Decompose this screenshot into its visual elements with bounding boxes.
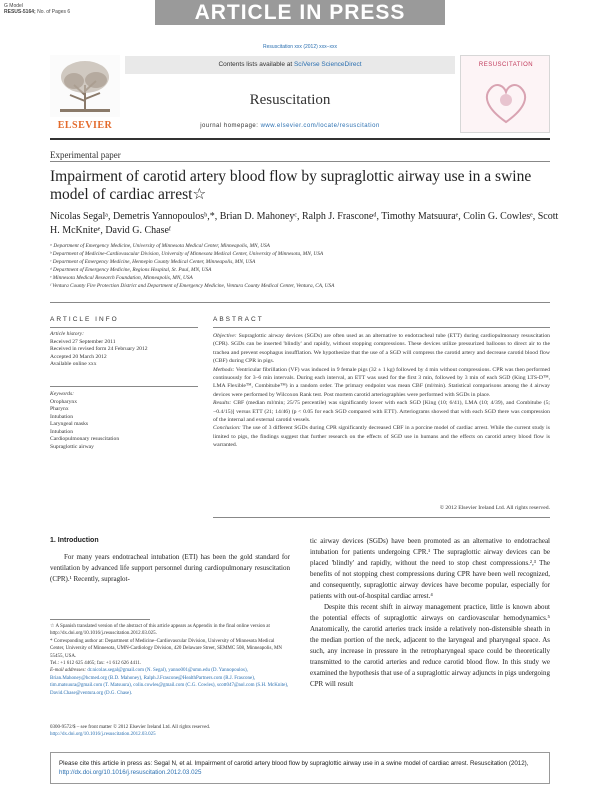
contents-bar: Contents lists available at SciVerse ScienceDirect xyxy=(125,56,455,74)
citation-box: Please cite this article in press as: Segal N, et al. Impairment of carotid artery blood flow by supraglottic airway use in a swine model of cardiac arrest. Resuscitation (2012), http://dx.doi.org/10.1016/j.resuscitation.2012.03.025 xyxy=(50,752,550,784)
cover-heart-icon xyxy=(481,78,531,126)
affiliation-item: ᶠ Ventura County Fire Protection District and Department of Emergency Medicine, Ventura County Medical Center, Ventura, CA, USA xyxy=(50,283,335,289)
abstract-results: Results: CBF (median ml/min; 25/75 percentile) was significantly lower with each SGD [King (10; 6/41), LMA (10; 4/39), and Combitube (5; −0.4/15)] versus ETT (21; 14/46) (p < 0.05 for each SGD compared with ETT). Arteriograms showed that with each SGD there was compression of the internal and external carotid vessels. xyxy=(213,400,550,424)
publisher-name: ELSEVIER xyxy=(57,120,113,131)
keyword: Laryngeal masks xyxy=(50,421,89,427)
article-info-heading: ARTICLE INFO xyxy=(50,316,119,323)
divider xyxy=(213,327,550,328)
gmodel-label: G Model RESUS-5164; No. of Pages 6 xyxy=(4,3,71,15)
article-type: Experimental paper xyxy=(50,150,121,160)
section-heading-introduction: 1. Introduction xyxy=(50,537,99,544)
journal-title: Resuscitation xyxy=(249,92,331,108)
affiliation-item: ᶜ Department of Emergency Medicine, Hennepin County Medical Center, Minneapolis, MN, USA xyxy=(50,259,256,265)
keyword: Intubation xyxy=(50,413,73,420)
affiliation-item: ᵈ Department of Emergency Medicine, Regions Hospital, St. Paul, MN, USA xyxy=(50,267,212,273)
divider xyxy=(50,302,550,303)
citation-doi-link[interactable]: http://dx.doi.org/10.1016/j.resuscitation.2012.03.025 xyxy=(59,769,202,776)
author-list: Nicolas Segalᵃ, Demetris Yannopoulosᵇ,*, Brian D. Mahoneyᶜ, Ralph J. Frasconeᵈ, Timothy Matsuuraᵉ, Colin G. Cowlesᵉ, Scott H. McKniteᵉ, David G. Chaseᶠ xyxy=(50,211,559,236)
keyword: Pharynx xyxy=(50,406,69,412)
keyword: Cardiopulmonary resuscitation xyxy=(50,436,120,442)
body-column-left: For many years endotracheal intubation (ETI) has been the gold standard for ventilation by advanced life support personnel during cardiopulmonary resuscitation (CPR).¹ Recently, supraglot- xyxy=(50,553,290,583)
abstract-objective: Objective: Supraglottic airway devices (SGDs) are often used as an alternative to endotracheal tube (ETT) during cardiopulmonary resuscitation (CPR). SGDs can be inserted 'blindly' and rapidly, without stopping compressions. These devices utilize pressurized balloons to direct air to the trachea and prevent esophagus insufflation. We hypothesize that the use of a SGD will compress the carotid artery and decrease carotid blood flow (CBF) during CPR in pigs. xyxy=(213,333,551,365)
affiliation-item: ᵇ Department of Medicine-Cardiovascular Division, University of Minnesota Medical Center, University of Minnesota, MN, USA xyxy=(50,251,324,257)
footnote: Tel.: +1 612 625 4465; fax: +1 612 626 4411. xyxy=(50,661,142,667)
keyword: Supraglottic airway xyxy=(50,443,94,450)
article-history: Article history: Received 27 September 2011 Received in revised form 24 February 2012 Accepted 20 March 2012 Available online xxx xyxy=(50,331,148,367)
keyword: Intubation xyxy=(50,428,73,435)
divider xyxy=(213,517,550,518)
homepage-link[interactable]: www.elsevier.com/locate/resuscitation xyxy=(260,123,380,129)
keyword: Oropharynx xyxy=(50,398,78,405)
keywords: Keywords: Oropharynx Pharynx Intubation Laryngeal masks Intubation Cardiopulmonary resuscitation Supraglottic airway xyxy=(50,391,198,451)
article-title: Impairment of carotid artery blood flow by supraglottic airway use in a swine model of cardiac arrest☆ xyxy=(50,168,532,203)
abstract-methods: Methods: Ventricular fibrillation (VF) was induced in 9 female pigs (32 ± 1 kg) followed by 4 min without compressions. CPR was then performed continuously for 3–6 min intervals. During each interval, an ETT was used for the first 3 min, followed by 3 min of each SGD (King LTS-D™, LMA Flexible™, Combitube™) in a random order. The primary endpoint was mean CBF (ml/min). Statistical comparisons among the 4 airway devices were performed by Wilcoxon Rank test. Post mortem carotid arteriographies were performed with SGDs in place. xyxy=(213,366,550,398)
footnote: * Corresponding author at: Department of Medicine–Cardiovascular Division, University of Minnesota Medical Center, University of Minnesota, UMN-Cardiology Division, 420 Delaware Street, SEMMC 508, Minneapolis, MN 55455, USA. xyxy=(50,638,282,659)
journal-cover-thumbnail xyxy=(460,55,550,133)
divider xyxy=(50,327,198,328)
journal-citation-line: Resuscitation xxx (2012) xxx–xxx xyxy=(263,44,337,50)
abstract-conclusion: Conclusion: The use of 3 different SGDs during CPR significantly decreased CBF in a porcine model of cardiac arrest. While the current study is limited to pigs, the findings suggest that further research on the effects of SGD use in humans and the effects on carotid artery blood flow is warranted. xyxy=(213,425,550,449)
divider xyxy=(50,386,198,387)
issn-doi: 0300-9572/$ – see front matter © 2012 Elsevier Ireland Ltd. All rights reserved. http://dx.doi.org/10.1016/j.resuscitation.2012.03.025 xyxy=(50,725,211,737)
copyright: © 2012 Elsevier Ireland Ltd. All rights reserved. xyxy=(439,505,550,511)
abstract-heading: ABSTRACT xyxy=(213,316,264,323)
header-rule xyxy=(50,138,550,140)
body-column-right: tic airway devices (SGDs) have been promoted as an alternative to endotracheal intubation for patients undergoing CPR.¹ The supraglottic airway devices can be placed 'blindly' and rapidly, without the need to stop chest compressions.²,³ The benefits of not stopping chest compressions during CPR have been well recognized, and consequently, supraglottic airway devices have become popular, especially for patients with out-of-hospital cardiac arrest.⁴ Despite this recent shift in airway management practice, little is known about the potential effects of supraglottic airways on cardiovascular hemodynamics.⁵ Anatomically, the carotid arteries track inside a relatively non-distensible sheath in the median portion of the neck, adjacent to the laryngeal and pharyngeal space. As such, any increase in pressure in the retropharyngeal space could be theoretically transmitted to the carotid arteries and reduce carotid blood flow. In this study we examined the hypothesis that use of a supraglottic airway adjuncts in pigs undergoing CPR will result xyxy=(310,537,550,688)
footnote-rule xyxy=(50,619,150,620)
divider xyxy=(50,161,550,162)
cover-title: RESUSCITATION xyxy=(478,62,534,68)
sciencedirect-link[interactable]: SciVerse ScienceDirect xyxy=(293,61,362,68)
affiliations xyxy=(50,242,550,290)
journal-homepage: journal homepage: www.elsevier.com/locate/resuscitation xyxy=(125,118,455,134)
affiliation-item: ᵉ Minnesota Medical Research Foundation, Minneapolis, MN, USA xyxy=(50,275,193,281)
affiliation-item: ᵃ Department of Emergency Medicine, University of Minnesota Medical Center, Minneapolis, MN, USA xyxy=(50,243,270,249)
footnote: ☆ A Spanish translated version of the abstract of this article appears as Appendix in the final online version at http://dx.doi.org/10.1016/j.resuscitation.2012.03.025. xyxy=(50,624,270,637)
abstract-body xyxy=(213,332,550,450)
footnote-emails: E-mail addresses: dr.nicolas.segal@gmail.com (N. Segal), yanno001@umn.edu (D. Yannopoulos), Brian.Mahoney@hcmed.org (B.D. Mahoney), Ralph.J.Frascone@HealthPartners.com (R.J. Frascone), tim.matsuura@gmail.com (T. Matsuura), colin.cowles@gmail.com (C.G. Cowles), scott047@aol.com (S.H. McKnite), David.Chase@ventura.org (D.G. Chase). xyxy=(50,668,289,696)
footnotes xyxy=(50,623,290,697)
doi-link[interactable]: http://dx.doi.org/10.1016/j.resuscitation.2012.03.025 xyxy=(50,732,156,737)
article-in-press-banner: ARTICLE IN PRESS xyxy=(155,0,445,25)
